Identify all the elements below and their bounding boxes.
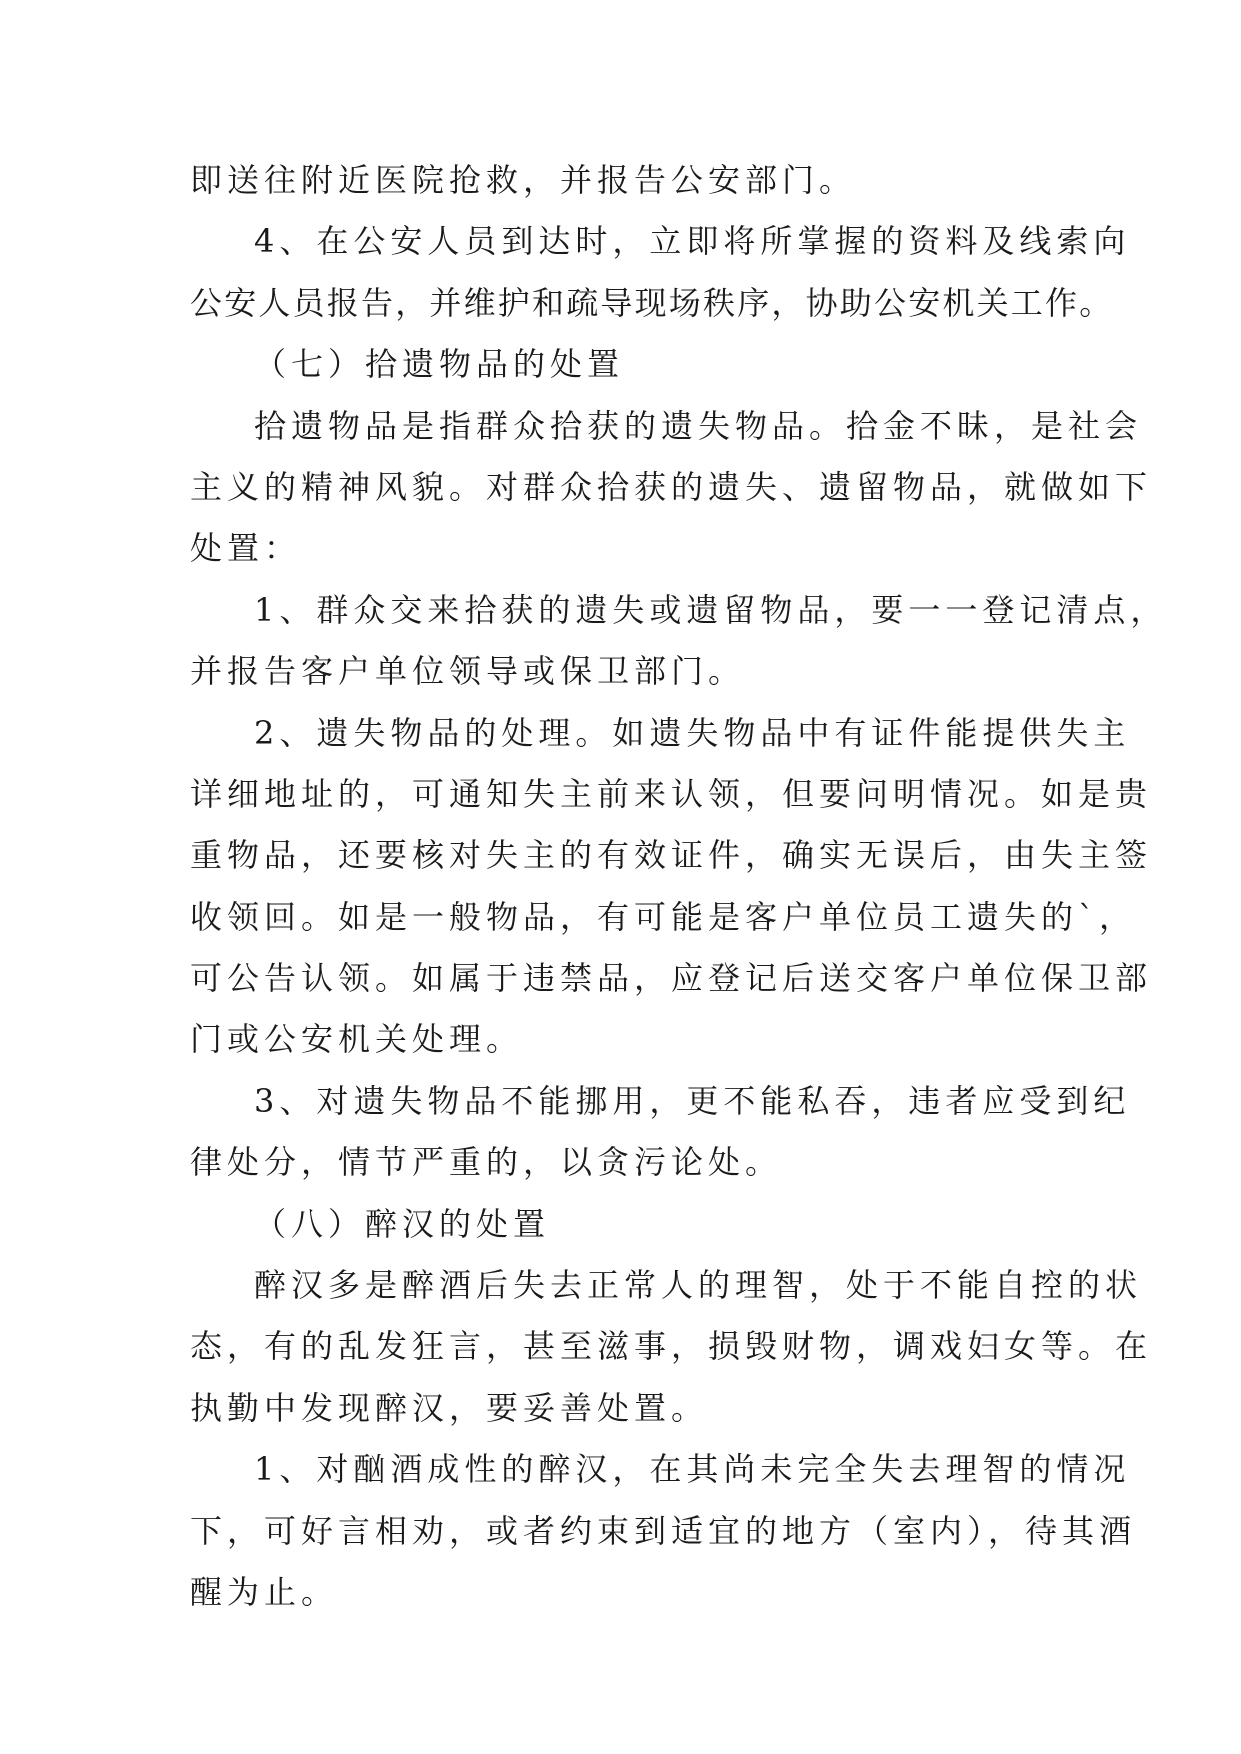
paragraph-line: 1、群众交来拾获的遗失或遗留物品，要一一登记清点， <box>254 590 1168 629</box>
paragraph-line: 4、在公安人员到达时，立即将所掌握的资料及线索向 <box>254 222 1131 261</box>
paragraph-line: 2、遗失物品的处理。如遗失物品中有证件能提供失主 <box>254 713 1131 752</box>
paragraph-line: 拾遗物品是指群众拾获的遗失物品。拾金不昧，是社会 <box>254 406 1143 445</box>
paragraph-line: 即送往附近医院抢救，并报告公安部门。 <box>190 161 857 199</box>
section-heading: （七）拾遗物品的处置 <box>254 345 625 384</box>
paragraph-line: 醉汉多是醉酒后失去正常人的理智，处于不能自控的状 <box>254 1266 1143 1305</box>
paragraph-line: 详细地址的，可通知失主前来认领，但要问明情况。如是贵 <box>190 774 1153 813</box>
paragraph-line: 态，有的乱发狂言，甚至滋事，损毁财物，调戏妇女等。在 <box>190 1327 1153 1366</box>
paragraph-line: 可公告认领。如属于违禁品，应登记后送交客户单位保卫部 <box>190 959 1153 998</box>
paragraph-line: 处置： <box>190 529 302 568</box>
paragraph-line: 并报告客户单位领导或保卫部门。 <box>190 652 746 691</box>
paragraph-line: 醒为止。 <box>190 1572 339 1611</box>
paragraph-line: 执勤中发现醉汉，要妥善处置。 <box>190 1388 709 1427</box>
paragraph-line: 重物品，还要核对失主的有效证件，确实无误后，由失主签 <box>190 836 1153 875</box>
section-heading: （八）醉汉的处置 <box>254 1204 551 1243</box>
paragraph-line: 公安人员报告，并维护和疏导现场秩序，协助公安机关工作。 <box>190 283 1114 322</box>
paragraph-line: 3、对遗失物品不能挪用，更不能私吞，违者应受到纪 <box>254 1081 1131 1120</box>
paragraph-line: 收领回。如是一般物品，有可能是客户单位员工遗失的`， <box>190 897 1137 936</box>
paragraph-line: 1、对酗酒成性的醉汉，在其尚未完全失去理智的情况 <box>254 1450 1131 1489</box>
paragraph-line: 门或公安机关处理。 <box>190 1020 524 1059</box>
paragraph-line: 下，可好言相劝，或者约束到适宜的地方（室内），待其酒 <box>190 1511 1137 1550</box>
paragraph-line: 律处分，情节严重的，以贪污论处。 <box>190 1143 783 1182</box>
document-body <box>190 150 1168 1623</box>
paragraph-line: 主义的精神风貌。对群众拾获的遗失、遗留物品，就做如下 <box>190 467 1153 506</box>
